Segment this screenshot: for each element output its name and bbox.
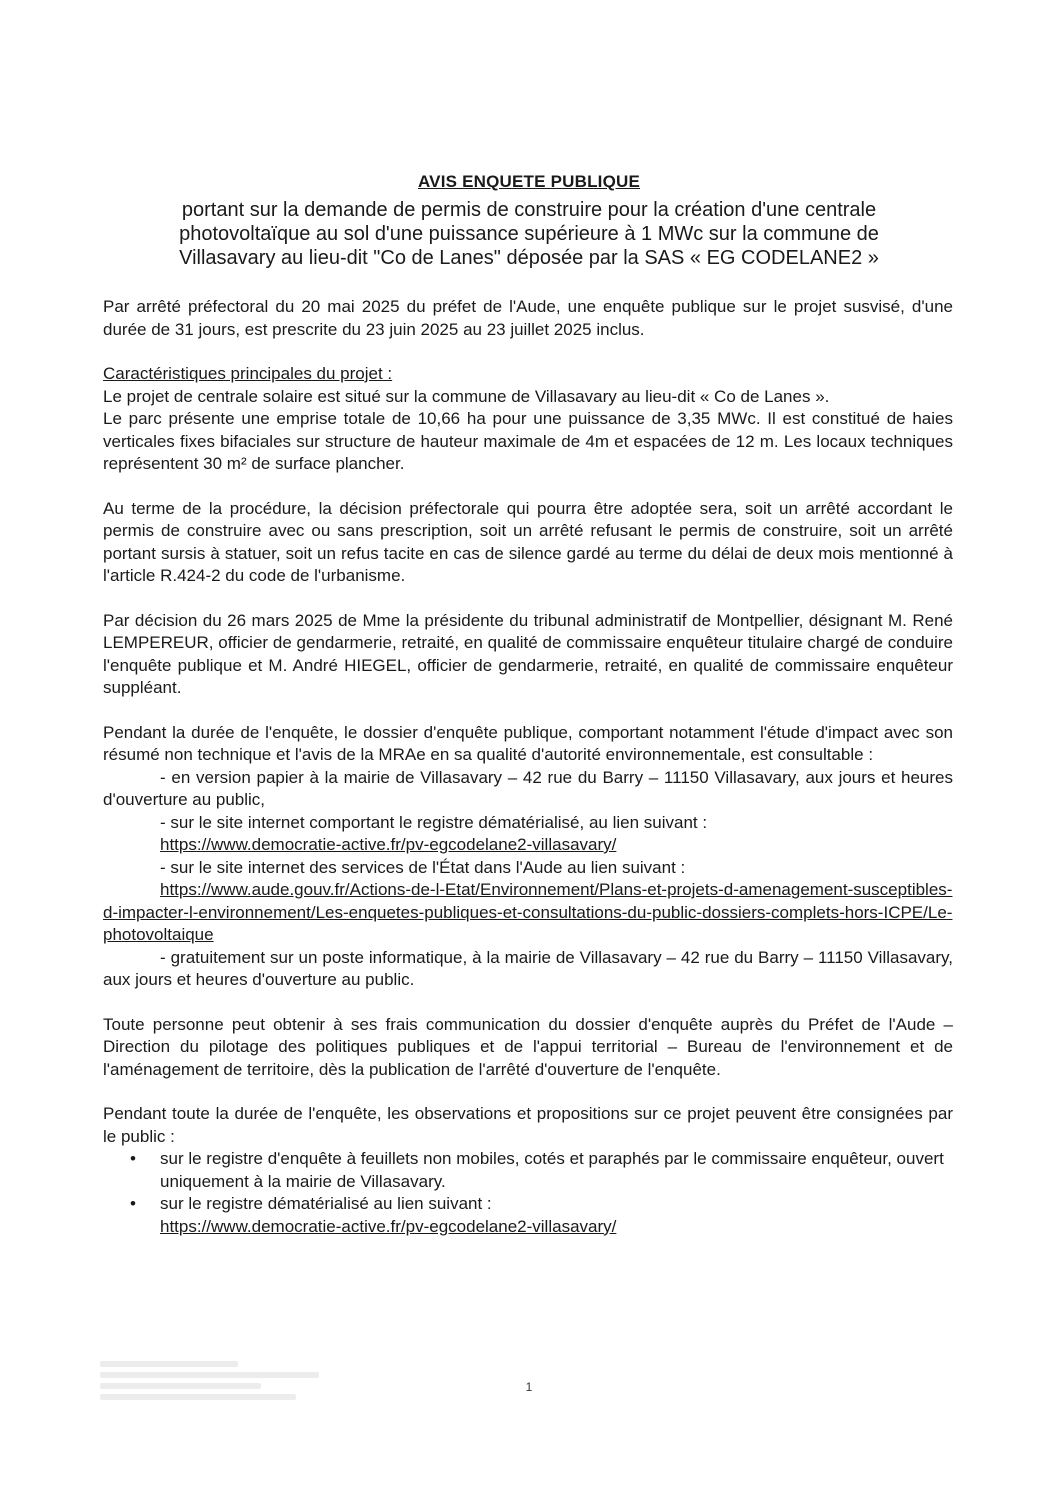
bullet-glyph: • bbox=[130, 1194, 136, 1213]
notice-title: AVIS ENQUETE PUBLIQUE bbox=[417, 172, 641, 191]
paragraph-observations-intro: Pendant toute la durée de l'enquête, les observations et propositions sur ce projet peuvent être consignées par le public : bbox=[103, 1104, 953, 1146]
section-heading-caracteristiques: Caractéristiques principales du projet : bbox=[103, 364, 393, 383]
subtitle-line: portant sur la demande de permis de construire pour la création d'une centrale bbox=[181, 199, 877, 221]
paragraph-parc: Le parc présente une emprise totale de 10,66 ha pour une puissance de 3,35 MWc. Il est constitué de haies verticales fixes bifaciales sur structure de hauteur maximale de 4m et espacées de 12 m. Les locaux techniques représentent 30 m² de surface plancher. bbox=[103, 409, 953, 473]
subtitle-line: photovoltaïque au sol d'une puissance supérieure à 1 MWc sur la commune de bbox=[179, 223, 879, 245]
consultation-item-papier: - en version papier à la mairie de Villasavary – 42 rue du Barry – 11150 Villasavary, aux jours et heures d'ouverture au public, bbox=[103, 767, 953, 809]
paragraph-communication: Toute personne peut obtenir à ses frais communication du dossier d'enquête auprès du Préfet de l'Aude – Direction du pilotage des politiques publiques et de l'appui territorial – Bureau de l'environnement et de l'aménagement de territoire, dès la publication de l'arrêté d'ouverture de l'enquête. bbox=[103, 1014, 953, 1079]
paragraph-commissaire: Par décision du 26 mars 2025 de Mme la présidente du tribunal administratif de Montpellier, désignant M. René LEMPEREUR, officier de gendarmerie, retraité, en qualité de commissaire enquêteur titulaire chargé de conduire l'enquête publique et M. André HIEGEL, officier de gendarmerie, retraité, en qualité de commissaire enquêteur suppléant. bbox=[103, 610, 953, 697]
list-item bbox=[103, 1148, 953, 1193]
notice-body bbox=[103, 296, 953, 1238]
registre-link[interactable]: https://www.democratie-active.fr/pv-egcodelane2-villasavary/ bbox=[160, 835, 617, 854]
notice-subtitle bbox=[100, 198, 958, 270]
registre-link-bottom[interactable]: https://www.democratie-active.fr/pv-egcodelane2-villasavary/ bbox=[160, 1216, 617, 1236]
page-number: 1 bbox=[525, 1380, 533, 1394]
bullet-glyph: • bbox=[130, 1149, 136, 1168]
subtitle-line: Villasavary au lieu-dit "Co de Lanes" déposée par la SAS « EG CODELANE2 » bbox=[179, 247, 879, 269]
observations-list bbox=[103, 1148, 953, 1238]
consultation-item-etat: - sur le site internet des services de l'État dans l'Aude au lien suivant : bbox=[160, 857, 686, 877]
list-item bbox=[103, 1193, 953, 1238]
prefecture-link[interactable]: https://www.aude.gouv.fr/Actions-de-l-Etat/Environnement/Plans-et-projets-d-amenagement-susceptibles-d-impacter-l-environnement/Les-enquetes-publiques-et-consultations-du-public-dossiers-complets-hors-ICPE/Le-photovoltaique bbox=[103, 880, 953, 944]
observation-registre-dematerialise: sur le registre dématérialisé au lien suivant : bbox=[160, 1194, 492, 1213]
paragraph-arrete: Par arrêté préfectoral du 20 mai 2025 du préfet de l'Aude, une enquête publique sur le projet susvisé, d'une durée de 31 jours, est prescrite du 23 juin 2025 au 23 juillet 2025 inclus. bbox=[103, 297, 953, 339]
paragraph-localisation: Le projet de centrale solaire est situé sur la commune de Villasavary au lieu-dit « Co de Lanes ». bbox=[103, 386, 830, 406]
paragraph-consultation-intro: Pendant la durée de l'enquête, le dossier d'enquête publique, comportant notamment l'étude d'impact avec son résumé non technique et l'avis de la MRAe en sa qualité d'autorité environnementale, est consultable : bbox=[103, 722, 953, 764]
observation-registre-papier: sur le registre d'enquête à feuillets non mobiles, cotés et paraphés par le commissaire enquêteur, ouvert uniquement à la mairie de Villasavary. bbox=[160, 1149, 944, 1191]
consultation-item-poste: - gratuitement sur un poste informatique, à la mairie de Villasavary – 42 rue du Barry – 11150 Villasavary, aux jours et heures d'ouverture au public. bbox=[103, 947, 953, 989]
consultation-item-registre: - sur le site internet comportant le registre dématérialisé, au lien suivant : bbox=[160, 812, 708, 832]
paragraph-decision: Au terme de la procédure, la décision préfectorale qui pourra être adoptée sera, soit un arrêté accordant le permis de construire avec ou sans prescription, soit un arrêté refusant le permis de construire, soit un arrêté portant sursis à statuer, soit un refus tacite en cas de silence gardé au terme du délai de deux mois mentionné à l'article R.424-2 du code de l'urbanisme. bbox=[103, 498, 953, 585]
